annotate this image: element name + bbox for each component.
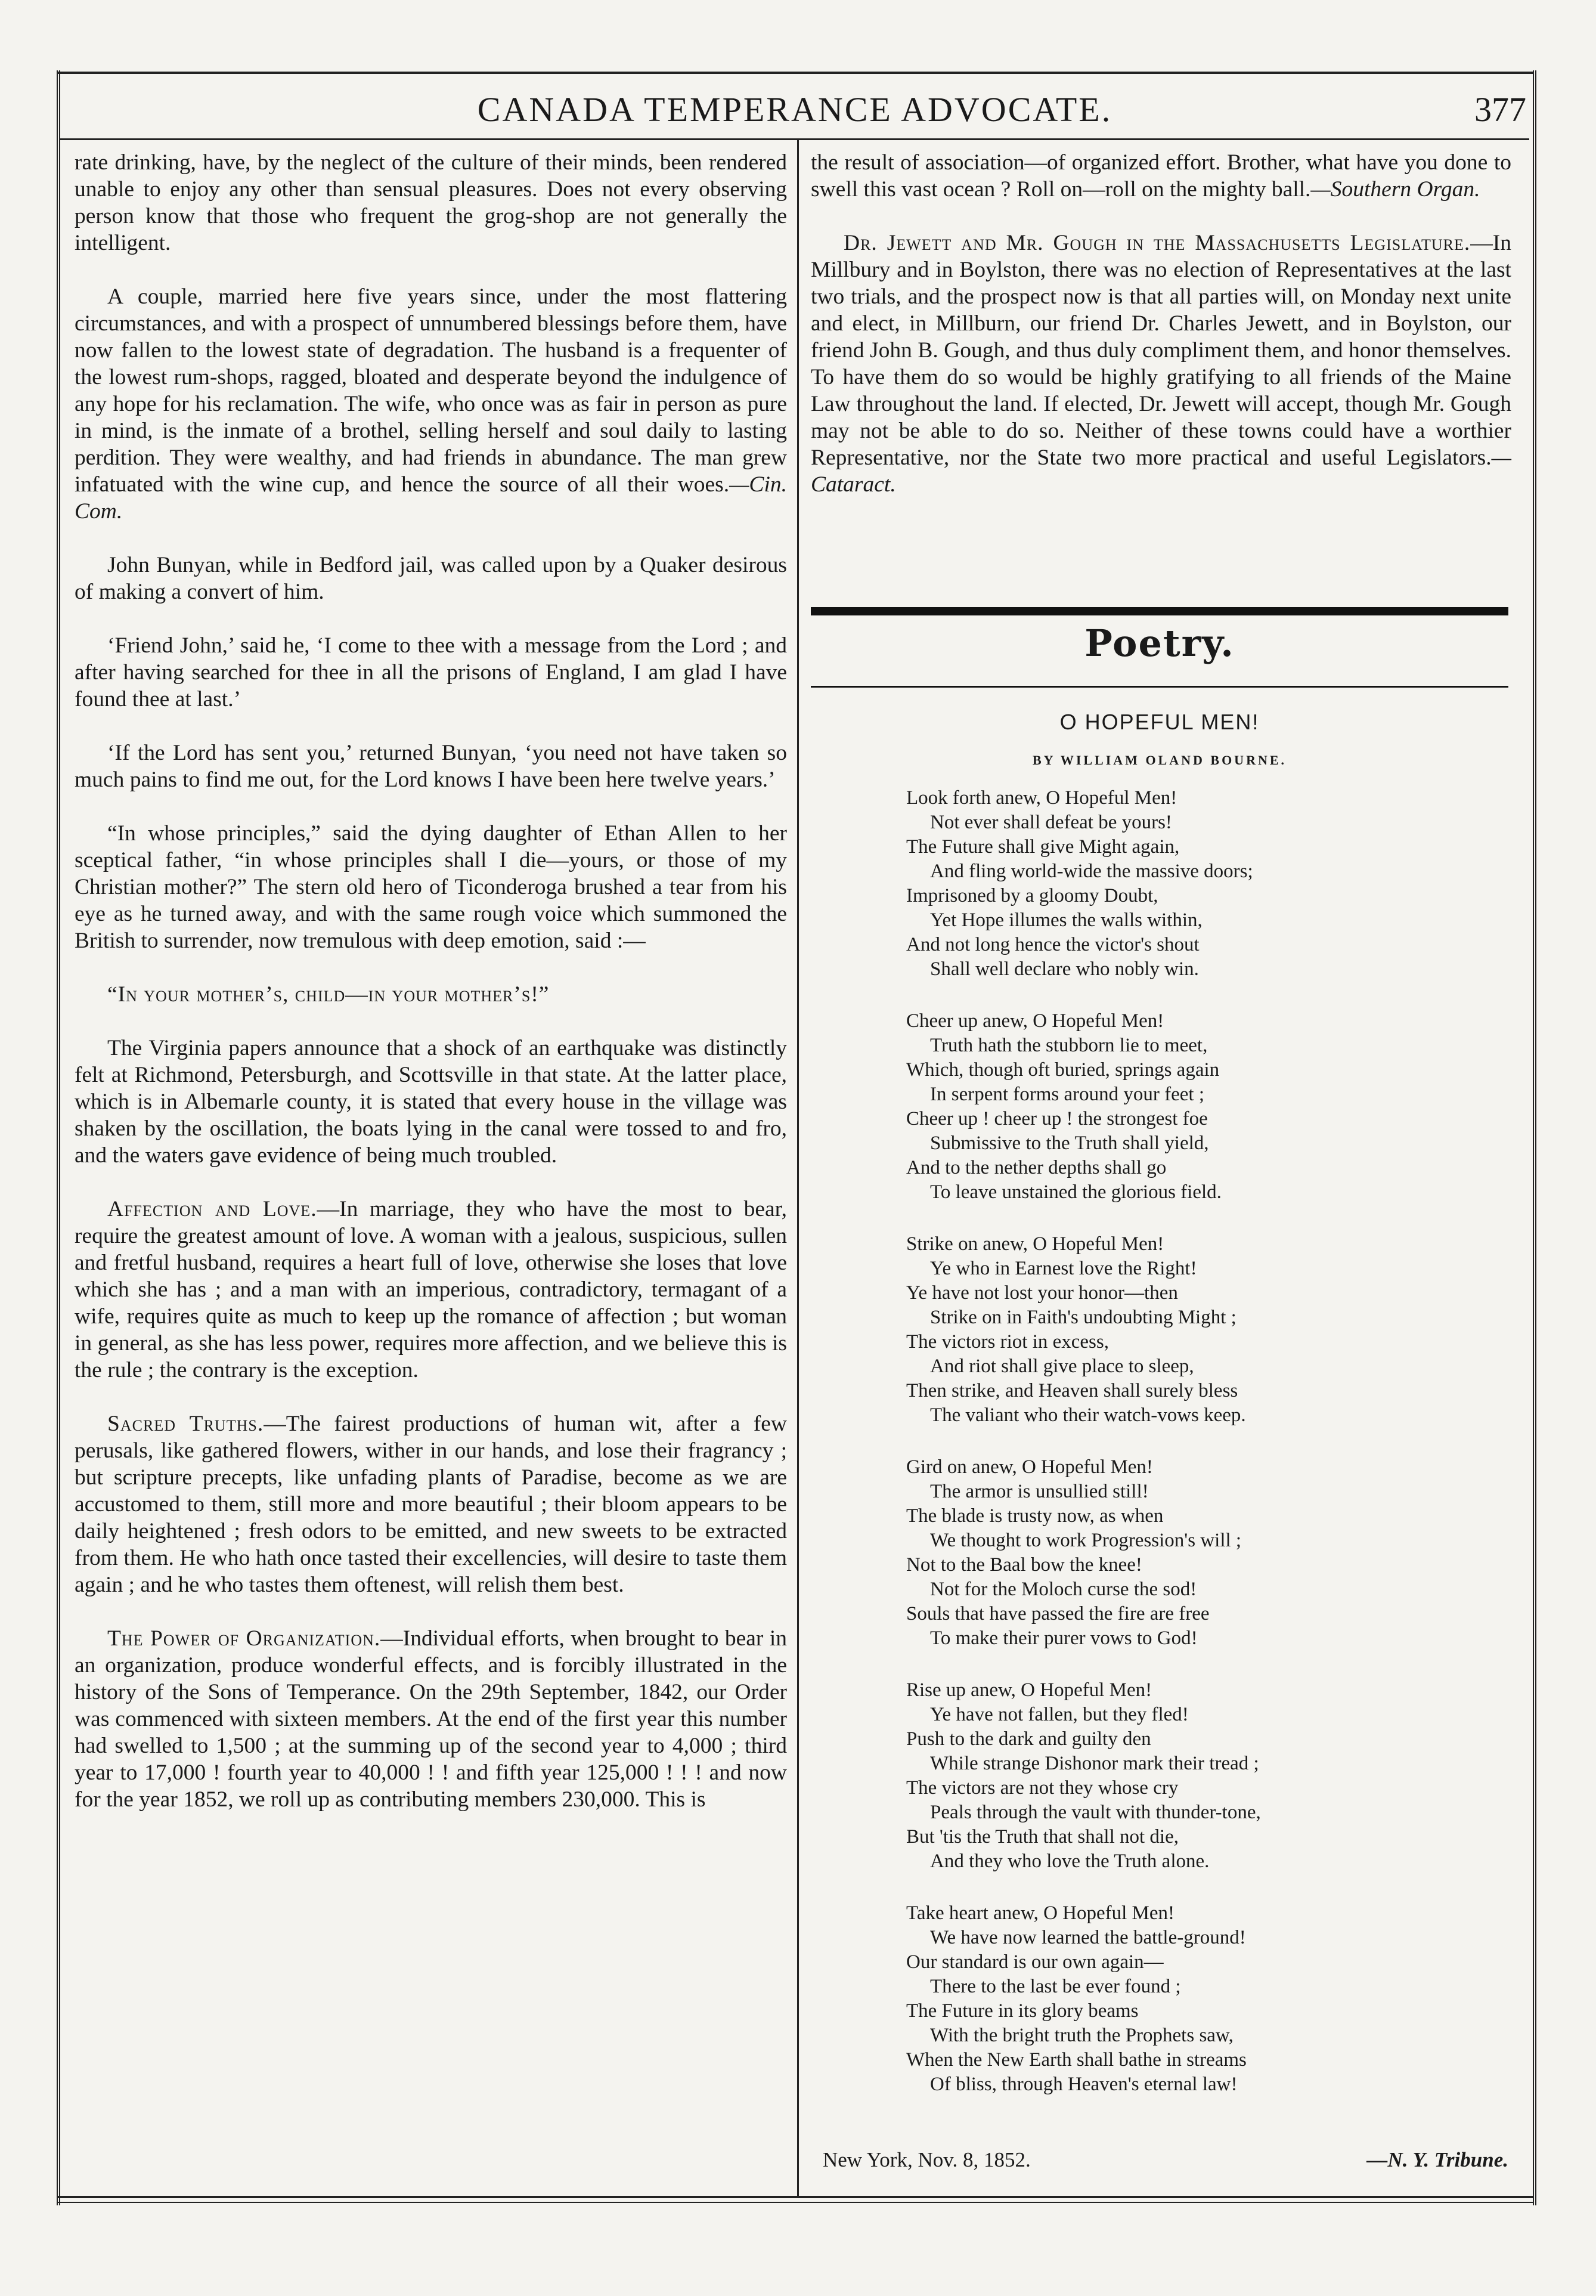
poem-stanza [906,1009,1508,1205]
poem-line: To leave unstained the glorious field. [930,1181,1222,1203]
poem-line: Peals through the vault with thunder-tone, [930,1802,1261,1823]
poem-line: There to the last be ever found ; [930,1976,1181,1997]
poem-line: Strike on in Faith's undoubting Might ; [930,1307,1236,1328]
section-rule-thin [811,686,1508,688]
poem-line: Our standard is our own again— [906,1951,1164,1973]
poem-line: Then strike, and Heaven shall surely bless [906,1380,1238,1401]
poem-line: We thought to work Progression's will ; [930,1530,1242,1551]
poem-line: Souls that have passed the fire are free [906,1603,1210,1624]
poem-line: Ye have not lost your honor—then [906,1282,1178,1304]
poem-line: To make their purer vows to God! [930,1627,1198,1649]
poem-line: The valiant who their watch-vows keep. [930,1404,1246,1426]
poem-line: Truth hath the stubborn lie to meet, [930,1035,1208,1056]
masthead-title: CANADA TEMPERANCE ADVOCATE. [477,90,1112,129]
bottom-rule [57,2196,1533,2198]
poem-stanza [906,1901,1508,2097]
poem-line: And fling world-wide the massive doors; [930,861,1253,882]
article-paragraph: ‘If the Lord has sent you,’ returned Bunyan, ‘you need not have taken so much pains to find me out, for the Lord knows I have been here twelve years.’ [75,741,787,792]
poem-line: And to the nether depths shall go [906,1157,1167,1178]
poem-author: BY WILLIAM OLAND BOURNE. [1032,753,1287,768]
poem-line: But 'tis the Truth that shall not die, [906,1826,1179,1848]
poem-line: When the New Earth shall bathe in streams [906,2049,1247,2071]
poem-line: Cheer up anew, O Hopeful Men! [906,1010,1164,1032]
poem-line: Ye who in Earnest love the Right! [930,1258,1197,1279]
poem-line: Imprisoned by a gloomy Doubt, [906,885,1158,906]
poem-line: Strike on anew, O Hopeful Men! [906,1233,1164,1255]
poem-line: Which, though oft buried, springs again [906,1059,1220,1081]
header-rule [60,138,1529,140]
article-paragraph: A couple, married here five years since, under the most flattering circumstances, and with a prospect of unnumbered blessings before them, have now fallen to the lowest state of degradation. The husband is a frequenter of the lowest rum-shops, ragged, bloated and desperate beyond the indulgence of any hope for his reclamation. The wife, who once was as fair in person as pure in mind, is the inmate of a brothel, selling herself and soul daily to lasting perdition. They were wealthy, and had friends in abundance. The man grew infatuated with the wine cup, and hence the source of all their woes.—Cin. Com. [75,284,787,524]
article-paragraph: The Virginia papers announce that a shock of an earthquake was distinctly felt at Richmond, Petersburgh, and Scottsville in that state. At the latter place, which is in Albemarle county, it is stated that every house in the village was shaken by the oscillation, the boats lying in the canal were tossed to and fro, and the waters gave evidence of being much troubled. [75,1036,787,1168]
article-paragraph: Affection and Love.—In marriage, they who have the most to bear, require the greatest amount of love. A woman with a jealous, suspicious, sullen and fretful husband, requires a heart full of love, otherwise she loses that love which she has ; and a man with an imperious, contradictory, termagant of a wife, requires quite as much to keep up the romance of affection ; but woman in general, as she has less power, requires more affection, and we believe this is the rule ; the contrary is the exception. [75,1197,787,1382]
poem-line: Cheer up ! cheer up ! the strongest foe [906,1108,1208,1130]
article-heading: Sacred Truths. [107,1412,264,1436]
poem-line: The victors are not they whose cry [906,1777,1179,1799]
poem-line: And not long hence the victor's shout [906,934,1200,955]
right-column [811,149,1511,525]
section-rule [811,607,1508,615]
poem-footer [823,2148,1508,2172]
article-paragraph: ‘Friend John,’ said he, ‘I come to thee with a message from the Lord ; and after having searched for thee in all the prisons of England, I am glad I have found thee at last.’ [75,633,787,711]
poem-line: With the bright truth the Prophets saw, [930,2025,1234,2046]
poem-line: Rise up anew, O Hopeful Men! [906,1679,1152,1701]
poem-line: And they who love the Truth alone. [930,1851,1210,1872]
article-paragraph: John Bunyan, while in Bedford jail, was called upon by a Quaker desirous of making a convert of him. [75,553,787,604]
poem-line: Push to the dark and guilty den [906,1728,1151,1750]
poem-source: —N. Y. Tribune. [1366,2148,1508,2171]
article-paragraph: Sacred Truths.—The fairest productions of human wit, after a few perusals, like gathered flowers, wither in our hands, and lose their fragrancy ; but scripture precepts, like unfading plants of Paradise, become as we are accustomed to them, still more and more beautiful ; their bloom appears to be daily heightened ; fresh odors to be emitted, and new sweets to be extracted from them. He who hath once tasted their excellencies, will desire to taste them again ; and he who tastes them oftenest, will relish them best. [75,1412,787,1597]
poem-stanza [906,1232,1508,1428]
article-paragraph: “In whose principles,” said the dying daughter of Ethan Allen to her sceptical father, “in whose principles shall I die—yours, or those of my Christian mother?” The stern old hero of Ticonderoga brushed a tear from his eye as he turned away, and with the same rough voice which summoned the British to surrender, now tremulous with deep emotion, said :— [75,821,787,953]
article-paragraph: rate drinking, have, by the neglect of the culture of their minds, been rendered unable to enjoy any other than sensual pleasures. Does not every observing person know that those who frequent the grog-shop are not generally the intelligent. [75,150,787,255]
poem-title: O HOPEFUL MEN! [1059,710,1260,734]
poem-body [906,786,1508,2124]
poem-line: Not for the Moloch curse the sod! [930,1579,1197,1600]
poem-line: Not to the Baal bow the knee! [906,1554,1142,1576]
poem-line: The armor is unsullied still! [930,1481,1149,1502]
poem-line: And riot shall give place to sleep, [930,1356,1194,1377]
page-number: 377 [1474,90,1526,129]
poem-line: The Future shall give Might again, [906,836,1180,858]
article-heading: Dr. Jewett and Mr. Gough in the Massachusetts Legislature. [844,231,1471,255]
article-heading: Affection and Love. [107,1197,317,1221]
bottom-rule-thin [57,2202,1533,2203]
poem-stanza [906,1455,1508,1651]
poem-stanza [906,1678,1508,1874]
poem-line: The Future in its glory beams [906,2000,1139,2022]
poem-line: Gird on anew, O Hopeful Men! [906,1456,1153,1478]
poem-line: Take heart anew, O Hopeful Men! [906,1902,1175,1924]
poem-line: Ye have not fallen, but they fled! [930,1704,1189,1725]
poem-line: Submissive to the Truth shall yield, [930,1132,1209,1154]
poem-stanza [906,786,1508,982]
poetry-section-title: Poetry. [1084,621,1235,665]
left-column [75,149,787,1840]
article-quote: “In your mother’s, child—in your mother’s!” [107,982,550,1007]
poem-line: Of bliss, through Heaven's eternal law! [930,2074,1238,2095]
poem-line: While strange Dishonor mark their tread ; [930,1753,1259,1774]
column-separator [797,140,799,2196]
article-heading: The Power of Organization. [107,1626,381,1651]
poem-line: Not ever shall defeat be yours! [930,812,1172,833]
poem-line: Yet Hope illumes the walls within, [930,909,1203,931]
article-paragraph: Dr. Jewett and Mr. Gough in the Massachusetts Legislature.—In Millbury and in Boylston, there was no election of Representatives at the last two trials, and the prospect now is that all parties will, on Monday next unite and elect, in Millburn, our friend Dr. Charles Jewett, and in Boylston, our friend John B. Gough, and thus duly compliment them, and honor themselves. To have them do so would be highly gratifying to all friends of the Maine Law throughout the land. If elected, Dr. Jewett will accept, though Mr. Gough may not be able to do so. Neither of these towns could have a worthier Representative, nor the State two more practical and useful Legislators.—Cataract. [811,231,1511,497]
poem-place-date: New York, Nov. 8, 1852. [823,2148,1031,2171]
poem-line: Shall well declare who nobly win. [930,958,1199,980]
poem-line: We have now learned the battle-ground! [930,1927,1246,1948]
article-paragraph: the result of association—of organized effort. Brother, what have you done to swell this vast ocean ? Roll on—roll on the mighty ball.—Southern Organ. [811,150,1511,202]
article-paragraph: The Power of Organization.—Individual efforts, when brought to bear in an organization, produce wonderful effects, and is forcibly illustrated in the history of the Sons of Temperance. On the 29th September, 1842, our Order was commenced with sixteen members. At the end of the first year this number had swelled to 1,500 ; at the summing up of the second year to 4,000 ; third year to 17,000 ! fourth year to 40,000 ! ! and fifth year 125,000 ! ! ! and now for the year 1852, we roll up as contributing members 230,000. This is [75,1626,787,1812]
poem-line: The victors riot in excess, [906,1331,1109,1353]
poem-line: The blade is trusty now, as when [906,1505,1164,1527]
poem-line: Look forth anew, O Hopeful Men! [906,787,1177,809]
poem-line: In serpent forms around your feet ; [930,1084,1205,1105]
